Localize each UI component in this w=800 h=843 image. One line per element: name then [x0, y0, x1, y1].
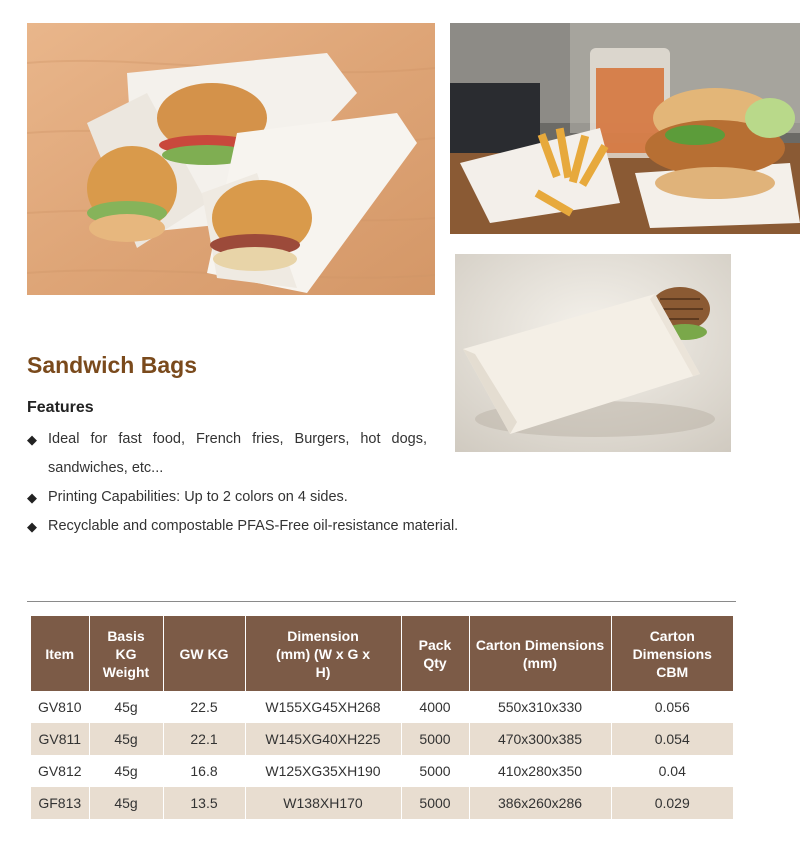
cell-gw-kg: 16.8	[163, 755, 245, 787]
cell-carton-cbm: 0.04	[658, 763, 686, 779]
cell-gw-kg: 13.5	[163, 787, 245, 819]
cell-item: GF813	[31, 787, 89, 819]
header-item: Item	[31, 616, 89, 691]
cell-carton-dimensions: 470x300x385	[469, 723, 611, 755]
table-row	[31, 691, 733, 723]
header-text: Carton Dimensions (mm)	[475, 636, 605, 671]
features-heading: Features	[27, 399, 94, 416]
cell-basis-weight: 45g	[89, 755, 163, 787]
page-title: Sandwich Bags	[27, 352, 197, 378]
header-text: Carton Dimensions CBM	[632, 627, 712, 680]
cell-item: GV810	[31, 691, 89, 723]
cell-item: GV812	[31, 755, 89, 787]
feature-text: Printing Capabilities: Up to 2 colors on 4 sides.	[48, 489, 348, 505]
feature-text: Recyclable and compostable PFAS-Free oil-resistance material.	[48, 518, 459, 534]
table-row	[31, 755, 733, 787]
cell-basis-weight: 45g	[89, 723, 163, 755]
cell-basis-weight: 45g	[89, 691, 163, 723]
burger-fries-photo	[450, 23, 800, 234]
cell-gw-kg: 22.1	[163, 723, 245, 755]
spec-table	[31, 616, 733, 819]
cell-dimension: W125XG35XH190	[245, 755, 401, 787]
cell-dimension: W138XH170	[245, 787, 401, 819]
diamond-bullet-icon: ◆	[27, 519, 37, 534]
feature-item	[27, 512, 507, 541]
cell-basis-weight: 45g	[89, 787, 163, 819]
table-header-row	[31, 616, 733, 691]
header-pack-qty	[401, 616, 469, 691]
diamond-bullet-icon: ◆	[27, 490, 37, 505]
cell-carton-dimensions: 550x310x330	[469, 691, 611, 723]
cell-pack-qty: 4000	[401, 691, 469, 723]
feature-text: Ideal for fast food, French fries, Burgers, hot dogs, sandwiches, etc...	[48, 431, 427, 476]
cell-pack-qty: 5000	[401, 723, 469, 755]
cell-carton-dimensions: 410x280x350	[469, 755, 611, 787]
table-row	[31, 787, 733, 819]
cell-carton-cbm: 0.054	[611, 723, 733, 755]
header-gw-kg: GW KG	[163, 616, 245, 691]
feature-item	[27, 483, 507, 512]
cell-pack-qty: 5000	[401, 755, 469, 787]
header-text: Dimension (mm) (W x G x H)	[275, 627, 371, 680]
cell-carton-cbm: 0.056	[654, 699, 690, 715]
header-basis-weight	[89, 616, 163, 691]
cell-dimension: W155XG45XH268	[245, 691, 401, 723]
cell-gw-kg: 22.5	[163, 691, 245, 723]
features-list	[27, 425, 507, 541]
table-row	[31, 723, 733, 755]
cell-carton-cbm: 0.029	[611, 787, 733, 819]
cell-item: GV811	[31, 723, 89, 755]
header-text: Basis KG Weight	[102, 627, 150, 680]
panini-bag-photo	[455, 254, 731, 452]
cell-carton-dimensions: 386x260x286	[469, 787, 611, 819]
header-carton-dimensions	[469, 616, 611, 691]
header-dimension	[245, 616, 401, 691]
header-carton-cbm	[611, 616, 733, 691]
sandwiches-photo	[27, 23, 435, 295]
header-text: Pack Qty	[418, 636, 452, 671]
diamond-bullet-icon: ◆	[27, 432, 37, 447]
cell-pack-qty: 5000	[401, 787, 469, 819]
feature-item	[27, 425, 427, 483]
cell-dimension: W145XG40XH225	[245, 723, 401, 755]
divider	[27, 601, 736, 602]
